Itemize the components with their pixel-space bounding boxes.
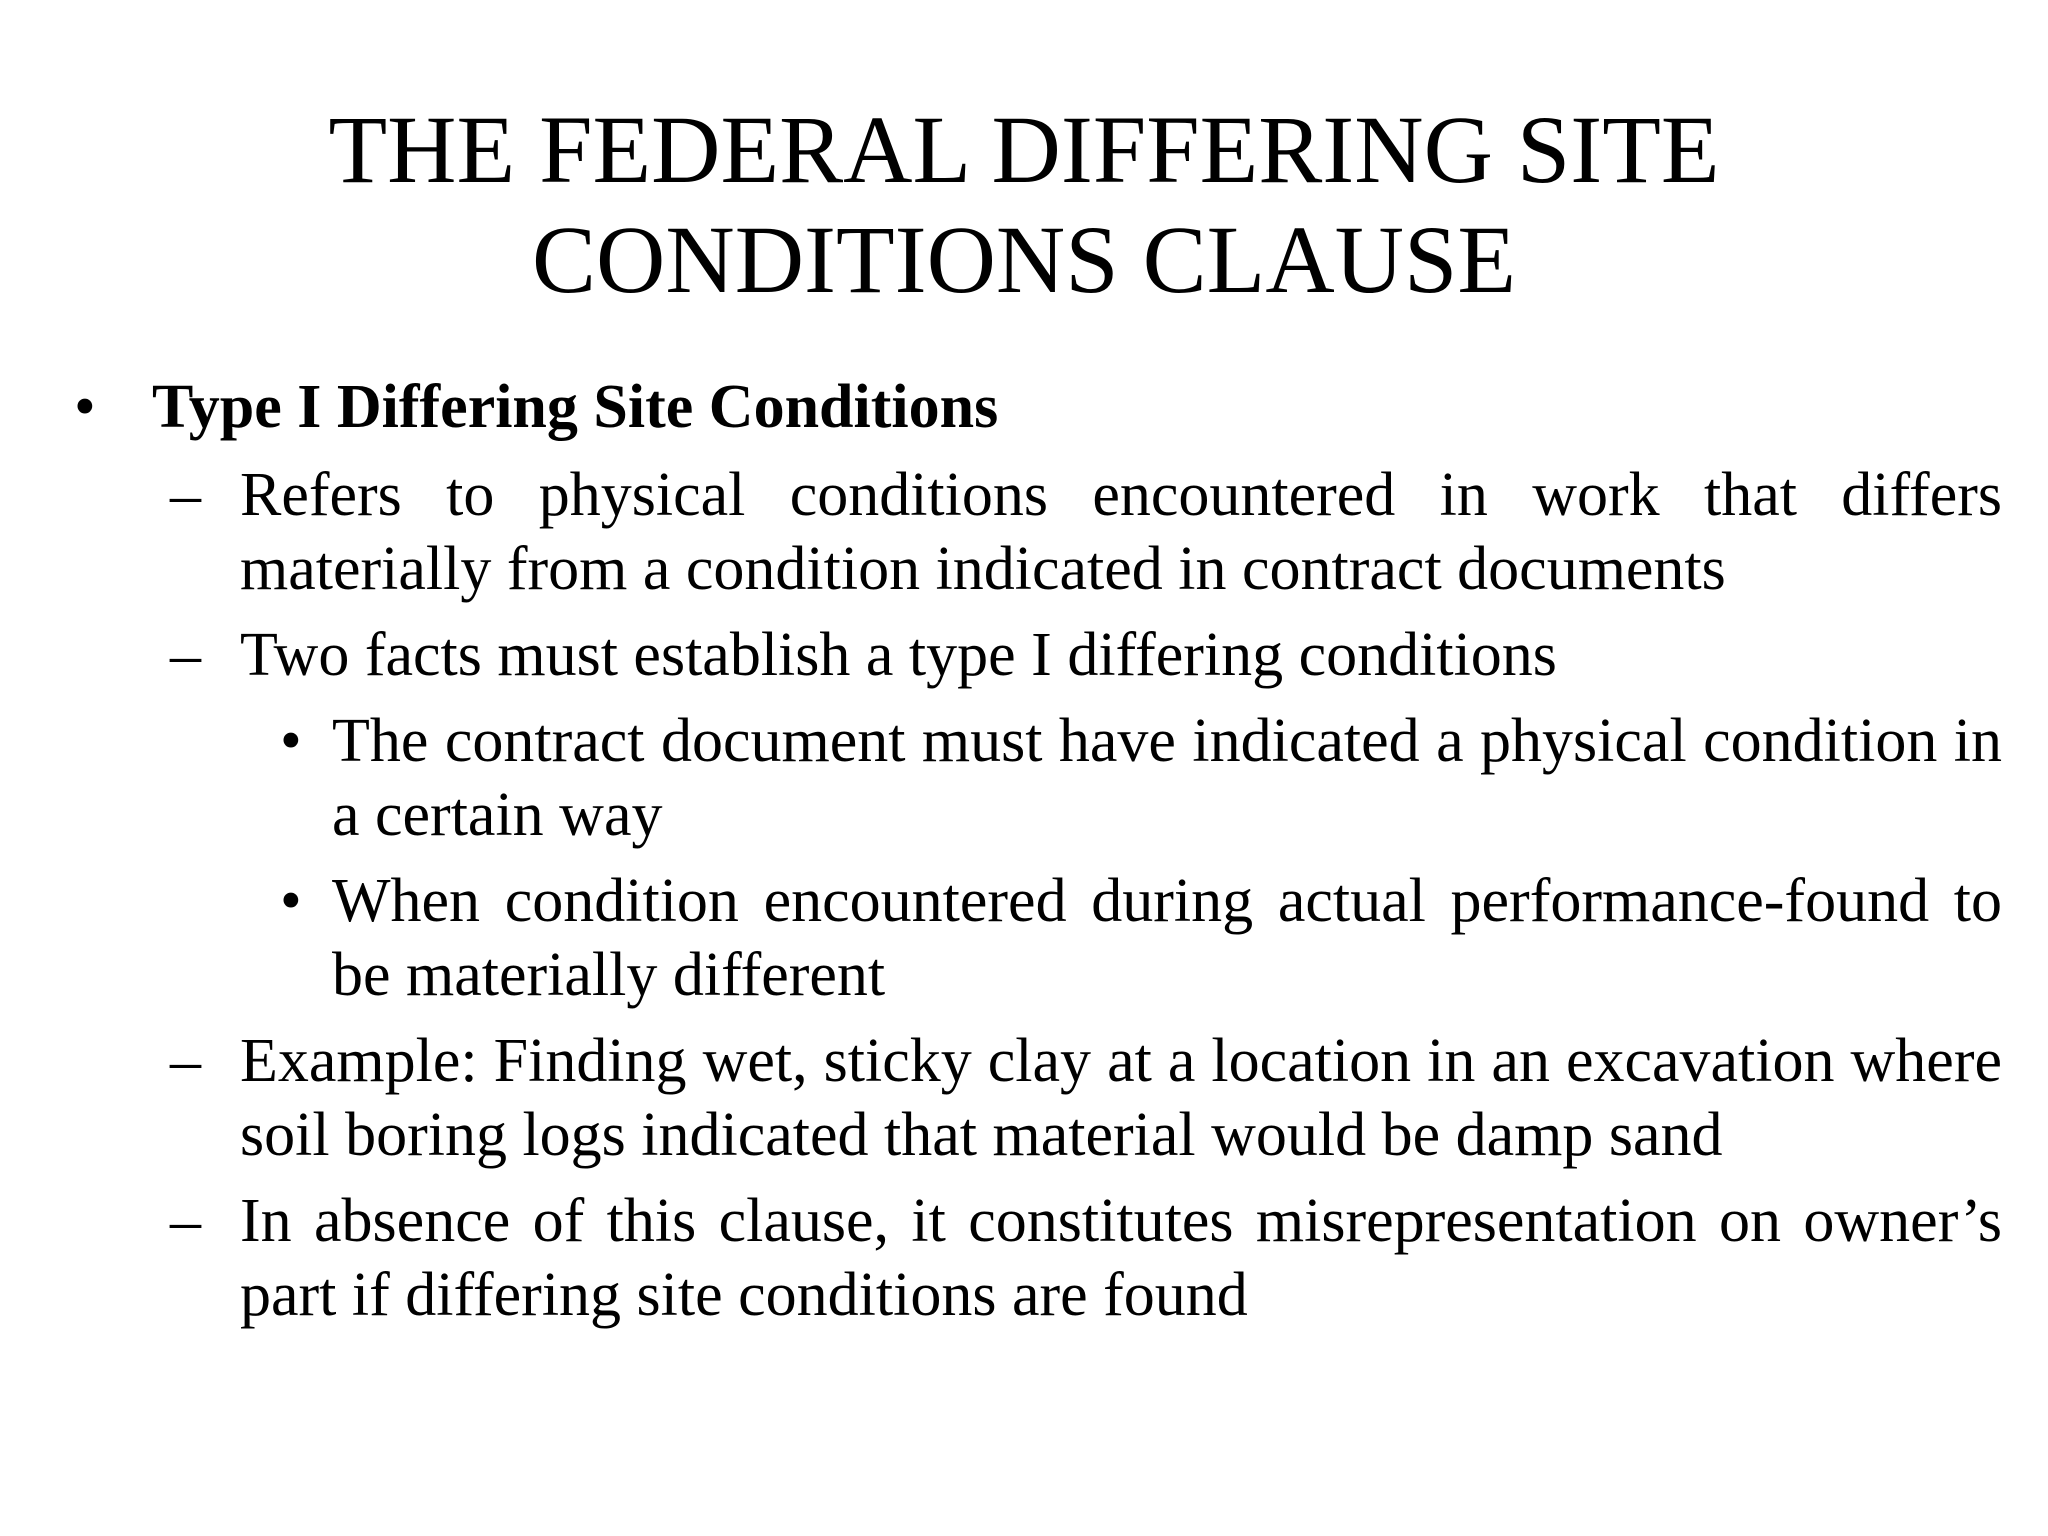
dash-icon: – — [170, 621, 201, 689]
sub-sub-item-text: When condition encountered during actual performance-found to be materially different — [332, 867, 2002, 1009]
slide-title — [0, 95, 2048, 315]
sub-item-absence — [170, 1184, 2002, 1332]
sub-item-two-facts — [170, 618, 2002, 692]
slide-body — [0, 370, 2048, 1332]
bullet-heading — [74, 370, 2002, 444]
dash-icon: – — [170, 1187, 201, 1255]
sub-sub-item-fact-1 — [280, 704, 2002, 852]
dash-icon: – — [170, 461, 201, 529]
slide-title-line-1: THE FEDERAL DIFFERING SITE — [328, 96, 1720, 203]
heading-text: Type I Differing Site Conditions — [152, 373, 999, 441]
bullet-icon: • — [280, 707, 302, 775]
sub-item-definition — [170, 458, 2002, 606]
sub-sub-item-fact-2 — [280, 864, 2002, 1012]
sub-item-example — [170, 1024, 2002, 1172]
slide-title-line-2: CONDITIONS CLAUSE — [532, 206, 1516, 313]
sub-item-text: Two facts must establish a type I differing conditions — [240, 621, 1557, 689]
sub-sub-item-text: The contract document must have indicated a physical condition in a certain way — [332, 707, 2002, 849]
bullet-icon: • — [280, 867, 302, 935]
sub-item-text: In absence of this clause, it constitutes misrepresentation on owner’s part if differing site conditions are found — [240, 1187, 2002, 1329]
sub-item-text: Example: Finding wet, sticky clay at a location in an excavation where soil boring logs indicated that material would be damp sand — [240, 1027, 2002, 1169]
dash-icon: – — [170, 1027, 201, 1095]
sub-item-text: Refers to physical conditions encountered in work that differs materially from a condition indicated in contract documents — [240, 461, 2002, 603]
bullet-icon: • — [74, 373, 96, 441]
